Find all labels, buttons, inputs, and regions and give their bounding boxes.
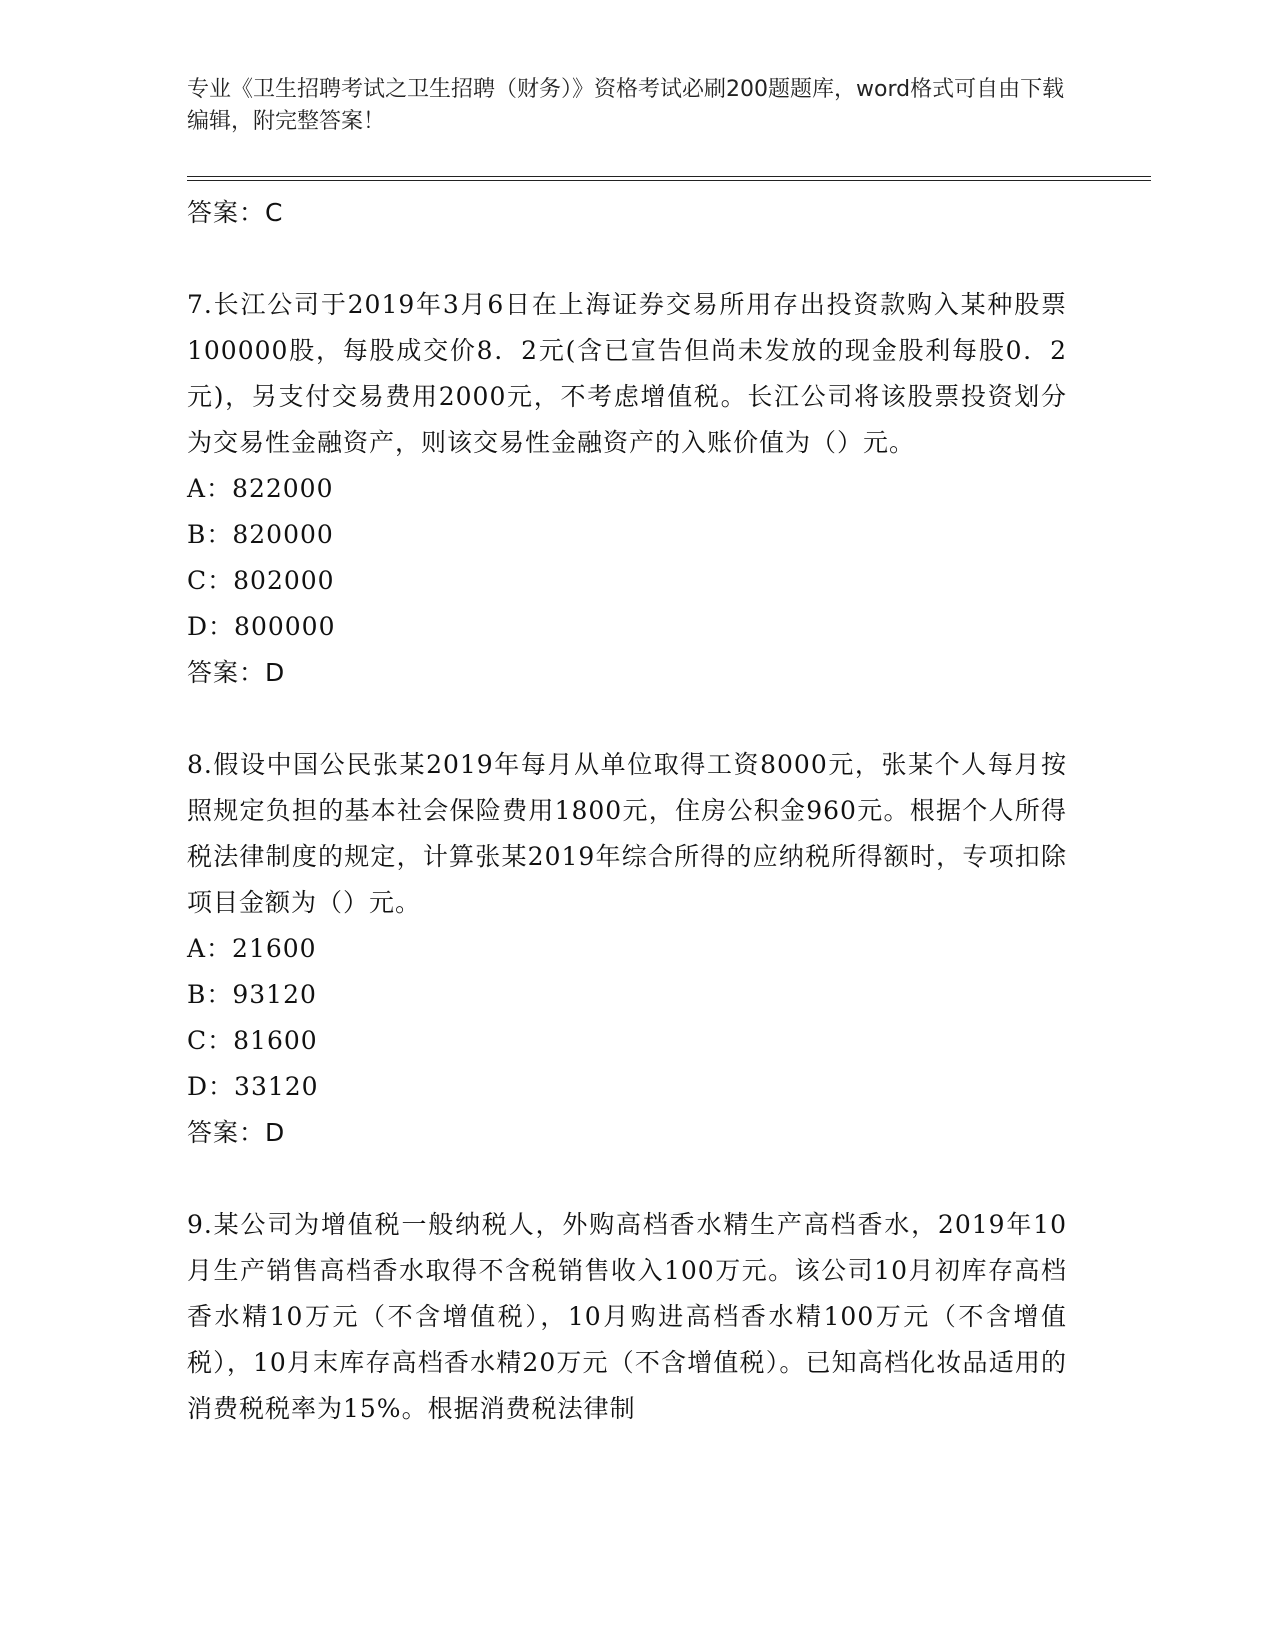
question-7 bbox=[187, 282, 1067, 696]
option-c: C：802000 bbox=[187, 566, 335, 595]
question-stem: 7.长江公司于2019年3月6日在上海证券交易所用存出投资款购入某种股票100000股，每股成交价8．2元(含已宣告但尚未发放的现金股利每股0．2元)，另支付交易费用2000元，不考虑增值税。长江公司将该股票投资划分为交易性金融资产，则该交易性金融资产的入账价值为（）元。 bbox=[187, 290, 1067, 457]
document-body bbox=[187, 190, 1067, 1432]
question-answer: 答案：D bbox=[187, 658, 286, 687]
option-a: A：21600 bbox=[187, 934, 317, 963]
option-d: D：33120 bbox=[187, 1072, 319, 1101]
previous-answer: 答案：C bbox=[187, 198, 284, 227]
option-a: A：822000 bbox=[187, 474, 334, 503]
option-b: B：820000 bbox=[187, 520, 334, 549]
page-header bbox=[187, 74, 1067, 138]
question-9 bbox=[187, 1202, 1067, 1432]
header-divider bbox=[187, 176, 1151, 181]
question-stem: 8.假设中国公民张某2019年每月从单位取得工资8000元，张某个人每月按照规定负担的基本社会保险费用1800元，住房公积金960元。根据个人所得税法律制度的规定，计算张某2019年综合所得的应纳税所得额时，专项扣除项目金额为（）元。 bbox=[187, 750, 1067, 917]
header-title: 专业《卫生招聘考试之卫生招聘（财务）》资格考试必刷200题题库，word格式可自由下载编辑，附完整答案！ bbox=[187, 77, 1065, 134]
option-b: B：93120 bbox=[187, 980, 317, 1009]
option-c: C：81600 bbox=[187, 1026, 318, 1055]
question-answer: 答案：D bbox=[187, 1118, 286, 1147]
question-8 bbox=[187, 742, 1067, 1156]
question-stem: 9.某公司为增值税一般纳税人，外购高档香水精生产高档香水，2019年10月生产销售高档香水取得不含税销售收入100万元。该公司10月初库存高档香水精10万元（不含增值税），10月购进高档香水精100万元（不含增值税），10月末库存高档香水精20万元（不含增值税）。已知高档化妆品适用的消费税税率为15%。根据消费税法律制 bbox=[187, 1210, 1067, 1423]
option-d: D：800000 bbox=[187, 612, 336, 641]
